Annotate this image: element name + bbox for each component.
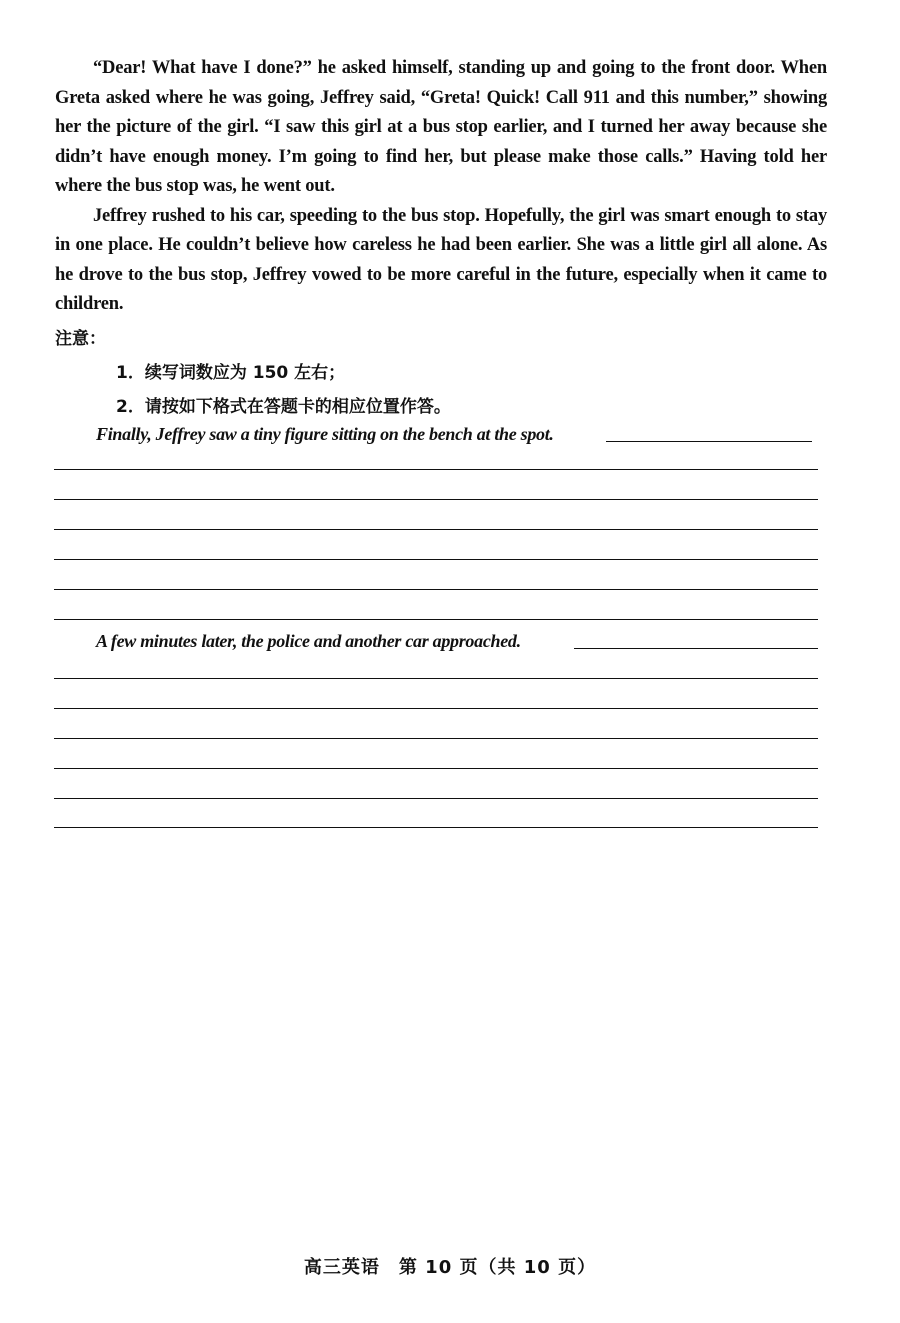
page-footer: 高三英语 第 10 页（共 10 页）: [303, 1257, 597, 1278]
notice-item-1: 1．续写词数应为 150 左右；: [116, 363, 346, 383]
answer-line[interactable]: [54, 499, 818, 500]
answer-line[interactable]: [54, 529, 818, 530]
answer-line[interactable]: [54, 619, 818, 620]
answer-line[interactable]: [54, 469, 818, 470]
passage-paragraph-2: Jeffrey rushed to his car, speeding to the bus stop. Hopefully, the girl was smart enough to stay in one place. He couldn’t believe how careless he had been earlier. She was a little girl all alone. As he drove to the bus stop, Jeffrey vowed to be more careful in the future, especially when it came to children.: [55, 205, 827, 314]
answer-line[interactable]: [54, 798, 818, 799]
prompt-answer-line-2[interactable]: [574, 648, 818, 649]
answer-line[interactable]: [54, 589, 818, 590]
answer-line[interactable]: [54, 708, 818, 709]
continuation-prompt-2: A few minutes later, the police and another car approached.: [96, 631, 521, 651]
answer-line[interactable]: [54, 678, 818, 679]
answer-line[interactable]: [54, 559, 818, 560]
notice-title: 注意：: [55, 329, 106, 349]
answer-line[interactable]: [54, 827, 818, 828]
answer-line[interactable]: [54, 738, 818, 739]
notice-item-2: 2．请按如下格式在答题卡的相应位置作答。: [116, 397, 451, 417]
story-passage: [55, 54, 827, 320]
continuation-prompt-1: Finally, Jeffrey saw a tiny figure sitting on the bench at the spot.: [96, 424, 554, 444]
answer-line[interactable]: [54, 768, 818, 769]
passage-paragraph-1: “Dear! What have I done?” he asked himself, standing up and going to the front door. When Greta asked where he was going, Jeffrey said, “Greta! Quick! Call 911 and this number,” showing her the picture of the girl. “I saw this girl at a bus stop earlier, and I turned her away because she didn’t have enough money. I’m going to find her, but please make those calls.” Having told her where the bus stop was, he went out.: [55, 58, 827, 196]
prompt-answer-line-1[interactable]: [606, 441, 812, 442]
